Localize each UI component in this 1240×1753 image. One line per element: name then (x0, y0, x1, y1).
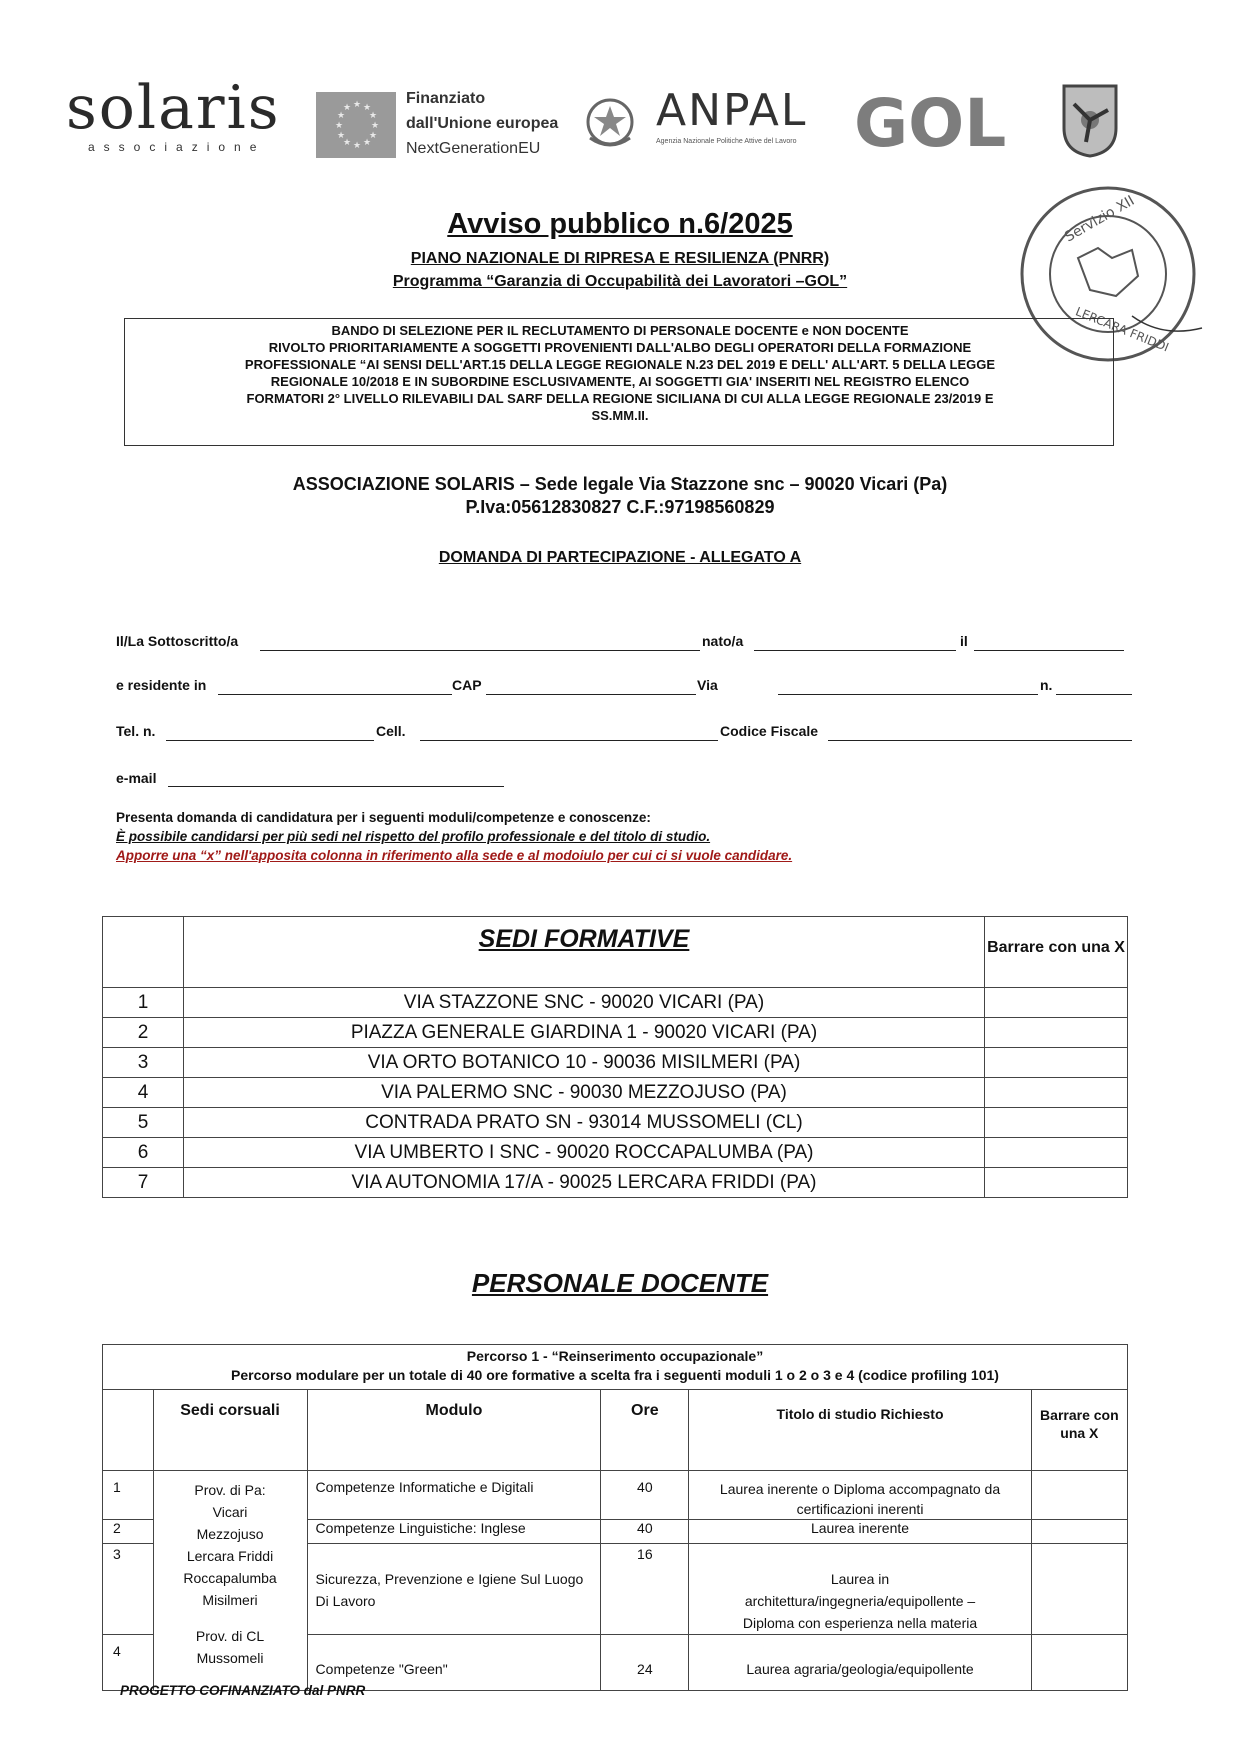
solaris-logo (66, 73, 302, 168)
svg-text:★: ★ (371, 121, 380, 131)
sede-number: 5 (103, 1108, 184, 1138)
modulo-name: Competenze "Green" (307, 1635, 601, 1691)
bando-line: REGIONALE 10/2018 E IN SUBORDINE ESCLUSIVAMENTE, AI SOGGETTI GIA' INSERITI NEL REGISTRO ELENCO (270, 374, 970, 389)
eu-funding-text (406, 86, 576, 161)
avviso-title: Avviso pubblico n.6/2025 (447, 208, 793, 240)
pnrr-title: PIANO NAZIONALE DI RIPRESA E RESILIENZA (PNRR) (410, 250, 830, 267)
col-header-modulo: Modulo (307, 1390, 601, 1471)
sedi-corsuali-line: Vicari (212, 1504, 248, 1520)
nato-label: nato/a (702, 633, 744, 649)
codice-fiscale-field[interactable] (828, 740, 1132, 741)
table-row (103, 1108, 1128, 1138)
gol-logo: GOL (854, 85, 1007, 162)
percorso-title-cell (103, 1345, 1128, 1390)
association-address: ASSOCIAZIONE SOLARIS – Sede legale Via Stazzone snc – 90020 Vicari (Pa) (292, 474, 948, 494)
cap-field[interactable] (486, 694, 696, 695)
sottoscritto-field[interactable] (260, 650, 700, 651)
sede-number: 2 (103, 1018, 184, 1048)
svg-text:★: ★ (343, 103, 352, 113)
sede-checkbox-cell[interactable] (985, 1168, 1128, 1198)
modulo-name: Competenze Informatiche e Digitali (307, 1471, 601, 1520)
table-row (103, 1471, 1128, 1520)
modulo-name: Competenze Linguistiche: Inglese (307, 1520, 601, 1544)
modulo-titolo: Laurea agraria/geologia/equipollente (689, 1635, 1031, 1691)
eu-flag-icon (316, 92, 396, 158)
italian-republic-emblem-icon (584, 92, 636, 152)
sede-number: 4 (103, 1078, 184, 1108)
sede-address: VIA STAZZONE SNC - 90020 VICARI (PA) (184, 988, 985, 1018)
sedi-corsuali-line: Prov. di CL (195, 1628, 265, 1644)
sedi-barrare-header: Barrare con una X (985, 917, 1128, 988)
svg-text:★: ★ (369, 131, 378, 141)
sedi-formative-table (102, 916, 1128, 1198)
sede-address: VIA AUTONOMIA 17/A - 90025 LERCARA FRIDDI (PA) (184, 1168, 985, 1198)
modulo-ore: 24 (601, 1635, 689, 1691)
sedi-corsuali-line: Lercara Friddi (186, 1548, 274, 1564)
svg-text:★: ★ (353, 100, 362, 110)
modulo-number: 2 (103, 1520, 154, 1544)
cell-label: Cell. (376, 723, 406, 739)
instructions-apporre: Apporre una “x” nell'apposita colonna in riferimento alla sede e al modoiulo per cui ci si vuole candidare. (116, 848, 793, 863)
svg-text:★: ★ (353, 141, 362, 151)
anpal-logo-subtitle: Agenzia Nazionale Politiche Attive del Lavoro (656, 138, 797, 145)
sede-checkbox-cell[interactable] (985, 1078, 1128, 1108)
col-header-barrare: Barrare con una X (1031, 1390, 1127, 1471)
codice-fiscale-label: Codice Fiscale (720, 723, 819, 739)
sedi-header-row (103, 917, 1128, 988)
percorso-table (102, 1344, 1128, 1691)
modulo-name: Sicurezza, Prevenzione e Igiene Sul Luogo Di Lavoro (307, 1544, 601, 1635)
svg-text:Servizio XII: Servizio XII (1062, 192, 1138, 246)
eu-line-2: dall'Unione europea (406, 115, 559, 132)
modulo-number: 4 (103, 1635, 154, 1691)
table-row (103, 1018, 1128, 1048)
civic-number-label: n. (1040, 677, 1053, 693)
bando-text (140, 322, 1100, 424)
sede-address: CONTRADA PRATO SN - 93014 MUSSOMELI (CL) (184, 1108, 985, 1138)
sedi-corsuali-cell (153, 1471, 307, 1691)
table-row (103, 1168, 1128, 1198)
sede-number: 6 (103, 1138, 184, 1168)
sede-checkbox-cell[interactable] (985, 1018, 1128, 1048)
sedi-corsuali-line: Prov. di Pa: (194, 1482, 266, 1498)
sicily-region-emblem-icon (1060, 82, 1120, 158)
via-field[interactable] (778, 694, 1038, 695)
anpal-logo-name: ANPAL (656, 85, 808, 136)
table-row (103, 1078, 1128, 1108)
application-title: DOMANDA DI PARTECIPAZIONE - ALLEGATO A (438, 549, 802, 566)
association-tax-ids: P.Iva:05612830827 C.F.:97198560829 (465, 497, 775, 517)
modulo-titolo: Laurea inerente (689, 1520, 1031, 1544)
svg-text:LERCARA FRIDDI: LERCARA FRIDDI (1073, 304, 1171, 355)
sede-checkbox-cell[interactable] (985, 1108, 1128, 1138)
nato-field[interactable] (754, 650, 956, 651)
sedi-header-empty (103, 917, 184, 988)
modulo-ore: 40 (601, 1471, 689, 1520)
sede-number: 3 (103, 1048, 184, 1078)
modulo-checkbox-cell[interactable] (1031, 1471, 1127, 1520)
modulo-checkbox-cell[interactable] (1031, 1544, 1127, 1635)
email-field[interactable] (168, 786, 504, 787)
bando-line: BANDO DI SELEZIONE PER IL RECLUTAMENTO DI PERSONALE DOCENTE e NON DOCENTE (331, 323, 909, 338)
gol-programme-title: Programma “Garanzia di Occupabilità dei Lavoratori –GOL” (392, 273, 848, 290)
svg-text:★: ★ (337, 111, 346, 121)
il-field[interactable] (974, 650, 1124, 651)
bando-line: RIVOLTO PRIORITARIAMENTE A SOGGETTI PROVENIENTI DALL'ALBO DEGLI OPERATORI DELLA FORMAZIONE (268, 340, 972, 355)
svg-text:★: ★ (363, 103, 372, 113)
eu-line-3: NextGenerationEU (406, 140, 541, 157)
via-label: Via (697, 677, 718, 693)
cell-field[interactable] (420, 740, 718, 741)
solaris-logo-subtitle: associazione (88, 140, 266, 154)
tel-label: Tel. n. (116, 723, 156, 739)
bando-line: PROFESSIONALE “AI SENSI DELL'ART.15 DELLA LEGGE REGIONALE N.23 DEL 2019 E DELL' ALL'ART. 5 DELLA LEGGE (244, 357, 996, 372)
percorso-subtitle: Percorso modulare per un totale di 40 ore formative a scelta fra i seguenti moduli 1 o 2 o 3 e 4 (codice profiling 101) (231, 1367, 999, 1383)
eu-line-1: Finanziato (406, 90, 486, 107)
percorso-title: Percorso 1 - “Reinserimento occupazionale” (466, 1348, 764, 1364)
col-header-empty (103, 1390, 154, 1471)
modulo-checkbox-cell[interactable] (1031, 1520, 1127, 1544)
col-header-titolo: Titolo di studio Richiesto (689, 1390, 1031, 1471)
sedi-corsuali-line: Roccapalumba (183, 1570, 277, 1586)
sede-checkbox-cell[interactable] (985, 1048, 1128, 1078)
modulo-titolo: Laurea inerente o Diploma accompagnato da certificazioni inerenti (689, 1471, 1031, 1520)
sede-number: 1 (103, 988, 184, 1018)
instructions-presenta: Presenta domanda di candidatura per i seguenti moduli/competenze e conoscenze: (116, 810, 651, 825)
modulo-titolo: Laurea in architettura/ingegneria/equipollente – Diploma con esperienza nella materia (689, 1544, 1031, 1635)
bando-line: FORMATORI 2° LIVELLO RILEVABILI DAL SARF DELLA REGIONE SICILIANA DI CUI ALLA LEGGE REGIONALE 23/2019 E (246, 391, 994, 406)
modulo-checkbox-cell[interactable] (1031, 1635, 1127, 1691)
sede-address: PIAZZA GENERALE GIARDINA 1 - 90020 VICARI (PA) (184, 1018, 985, 1048)
sede-address: VIA PALERMO SNC - 90030 MEZZOJUSO (PA) (184, 1078, 985, 1108)
sedi-corsuali-line: Mussomeli (196, 1650, 264, 1666)
instructions-possibile: È possibile candidarsi per più sedi nel rispetto del profilo professionale e del titolo di studio. (116, 829, 711, 844)
civic-number-field[interactable] (1056, 694, 1132, 695)
cap-label: CAP (452, 677, 482, 693)
sede-address: VIA UMBERTO I SNC - 90020 ROCCAPALUMBA (PA) (184, 1138, 985, 1168)
table-row (103, 1048, 1128, 1078)
anpal-logo (656, 86, 832, 160)
email-label: e-mail (116, 770, 157, 786)
svg-text:★: ★ (335, 121, 344, 131)
table-row (103, 988, 1128, 1018)
percorso-header-row (103, 1345, 1128, 1390)
svg-text:★: ★ (363, 138, 372, 148)
percorso-column-headers (103, 1390, 1128, 1471)
table-row (103, 1138, 1128, 1168)
modulo-number: 1 (103, 1471, 154, 1520)
sottoscritto-label: Il/La Sottoscritto/a (116, 633, 239, 649)
sedi-corsuali-line: Misilmeri (202, 1592, 258, 1608)
svg-text:★: ★ (337, 131, 346, 141)
bando-line: SS.MM.II. (591, 408, 649, 423)
il-label: il (960, 633, 968, 649)
sede-number: 7 (103, 1168, 184, 1198)
sedi-formative-title: SEDI FORMATIVE (184, 917, 985, 988)
svg-text:★: ★ (369, 111, 378, 121)
sede-address: VIA ORTO BOTANICO 10 - 90036 MISILMERI (PA) (184, 1048, 985, 1078)
col-header-sedi: Sedi corsuali (153, 1390, 307, 1471)
footer-note: PROGETTO COFINANZIATO dal PNRR (120, 1683, 366, 1698)
personale-docente-title: PERSONALE DOCENTE (471, 1268, 769, 1298)
modulo-ore: 16 (601, 1544, 689, 1635)
modulo-number: 3 (103, 1544, 154, 1635)
residente-label: e residente in (116, 677, 207, 693)
residente-field[interactable] (218, 694, 452, 695)
tel-field[interactable] (166, 740, 374, 741)
sede-checkbox-cell[interactable] (985, 1138, 1128, 1168)
sede-checkbox-cell[interactable] (985, 988, 1128, 1018)
solaris-logo-name: solaris (66, 73, 281, 143)
sedi-corsuali-line: Mezzojuso (196, 1526, 264, 1542)
svg-text:★: ★ (343, 138, 352, 148)
modulo-ore: 40 (601, 1520, 689, 1544)
col-header-ore: Ore (601, 1390, 689, 1471)
